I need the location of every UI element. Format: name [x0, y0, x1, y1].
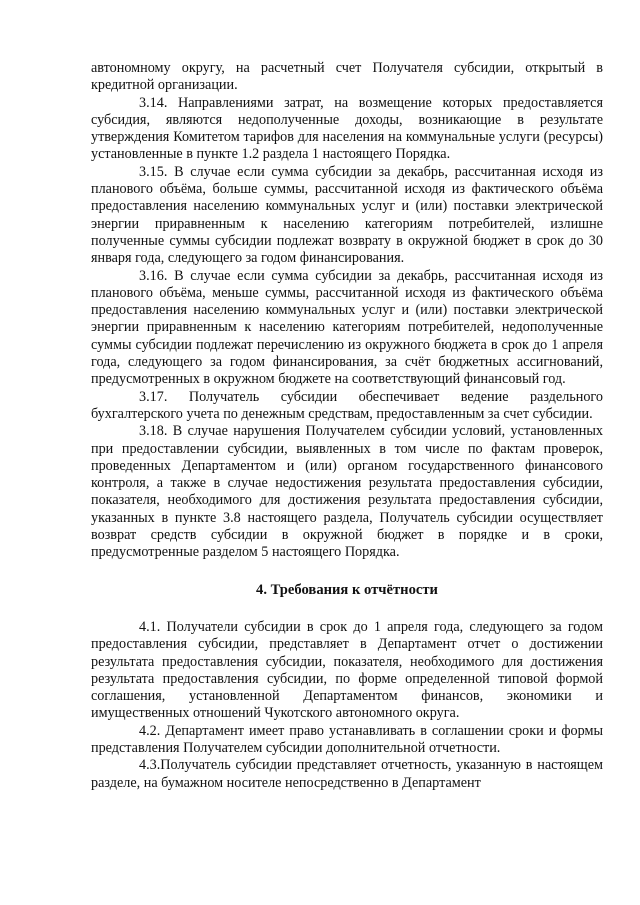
paragraph-4-1: 4.1. Получатели субсидии в срок до 1 апреля года, следующего за годом предоставления субсидии, представляет в Департамент отчет о достижении результата предоставления субсидии, показателя, необходимого для достижения результата предоставления субсидии, по форме определенной типовой формой соглашения, установленной Департаментом финансов, экономики и имущественных отношений Чукотского автономного округа.: [91, 618, 603, 722]
paragraph-3-18: 3.18. В случае нарушения Получателем субсидии условий, установленных при предоставлении субсидии, выявленных в том числе по фактам проверок, проведенных Департаментом и (или) органом государственного финансового контроля, а также в случае недостижения результата предоставления субсидии, показателя, необходимого для достижения результата предоставления субсидии, указанных в пункте 3.8 настоящего раздела, Получатель субсидии осуществляет возврат средств субсидии в окружной бюджет в порядке и в сроки, предусмотренные разделом 5 настоящего Порядка.: [91, 423, 603, 561]
section-4-heading: 4. Требования к отчётности: [256, 581, 438, 598]
paragraph-3-17: 3.17. Получатель субсидии обеспечивает ведение раздельного бухгалтерского учета по денежным средствам, предоставленным за счет субсидии.: [91, 388, 603, 422]
paragraph-3-13-continuation: автономному округу, на расчетный счет Получателя субсидии, открытый в кредитной организации.: [91, 60, 603, 94]
paragraph-3-14: 3.14. Направлениями затрат, на возмещение которых предоставляется субсидия, являются недополученные доходы, возникающие в результате утверждения Комитетом тарифов для населения на коммунальные услуги (ресурсы) установленные в пункте 1.2 раздела 1 настоящего Порядка.: [91, 94, 603, 163]
document-page: [91, 60, 603, 792]
paragraph-4-2: 4.2. Департамент имеет право устанавливать в соглашении сроки и формы представления Получателем субсидии дополнительной отчетности.: [91, 722, 603, 756]
paragraph-4-3: 4.3.Получатель субсидии представляет отчетность, указанную в настоящем разделе, на бумажном носителе непосредственно в Департамент: [91, 757, 603, 791]
paragraph-3-16: 3.16. В случае если сумма субсидии за декабрь, рассчитанная исходя из планового объёма, меньше суммы, рассчитанной исходя из фактического объёма предоставления населению коммунальных услуг и (или) поставки электрической энергии приравненным к населению категориям потребителей, недополученные суммы субсидии подлежат перечислению из окружного бюджета в срок до 1 апреля года, следующего за годом финансирования, за счёт бюджетных ассигнований, предусмотренных в окружном бюджете на соответствующий финансовый год.: [91, 267, 603, 388]
paragraph-3-15: 3.15. В случае если сумма субсидии за декабрь, рассчитанная исходя из планового объёма, больше суммы, рассчитанной исходя из фактического объёма предоставления населению коммунальных услуг и (или) поставки электрической энергии приравненным к населению категориям потребителей, излишне полученные суммы субсидии подлежат возврату в окружной бюджет в срок до 30 января года, следующего за годом финансирования.: [91, 163, 603, 267]
